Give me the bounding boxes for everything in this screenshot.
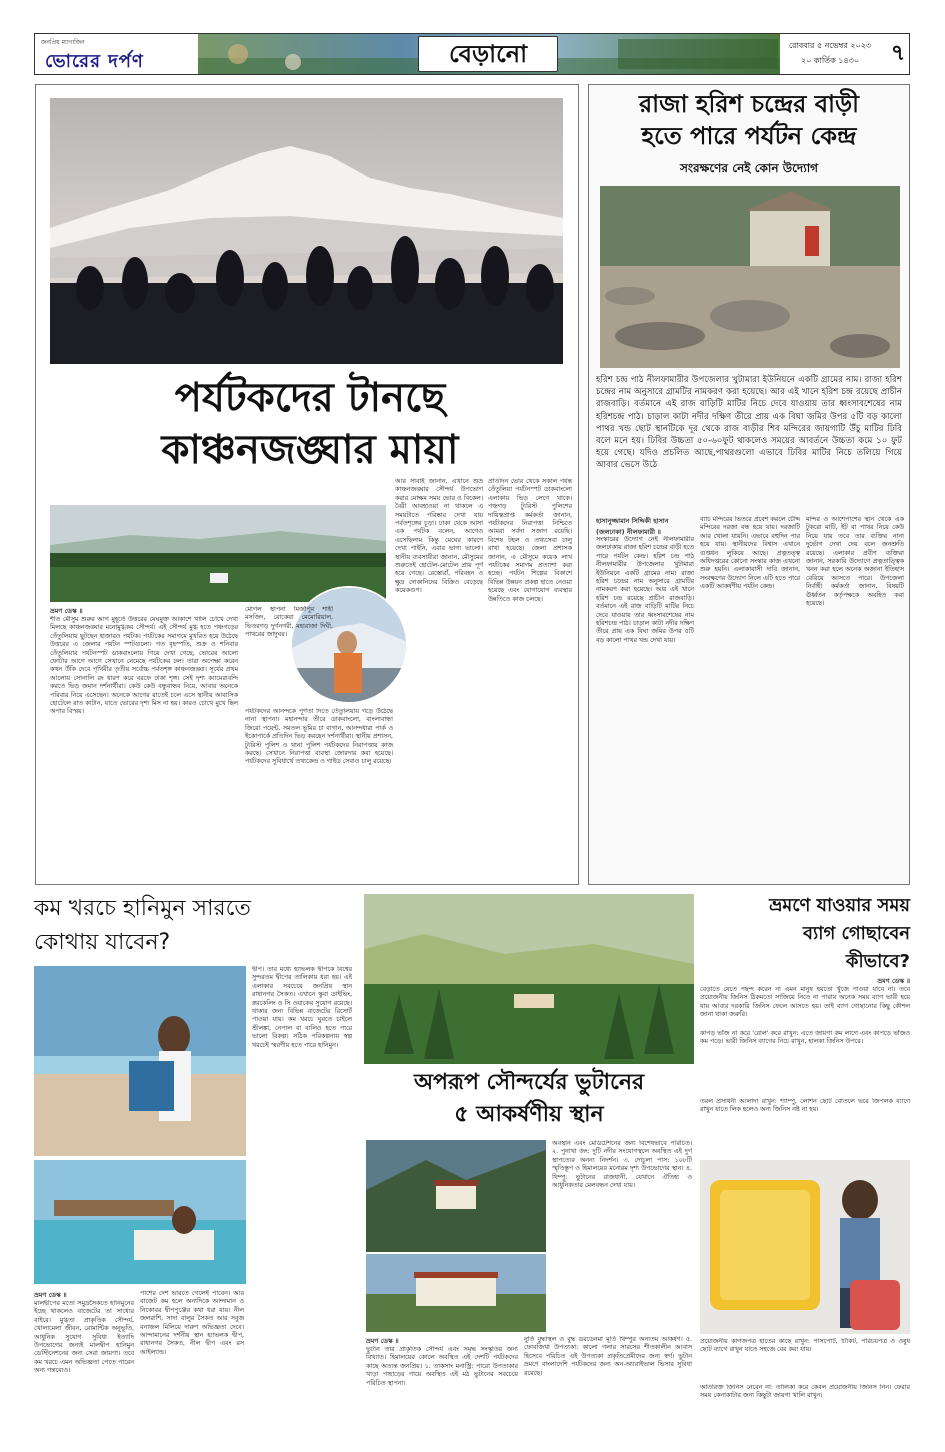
bag-packing-byline: ভ্রমণ ডেস্ক ॥ [877,977,910,985]
kanchenjunga-text-col1: শীত মৌসুম শুরুর আগ মুহূর্তে উত্তরের মেঘমুক্ত আকাশে খালি চোখে দেখা মিলছে কাঞ্চনজঙ্ঘার মনোমুগ্ধকর সৌন্দর্য। এই সৌন্দর্য মুগ্ধ হতে পঞ্চগড়ের তেঁতুলিয়ায় ছুটছেন হাজারও পর্যটক। পর্যটকের সমাগমে মুখরিত হয়ে উঠেছে উত্তরের এ জেলার পর্যটন স্পটগুলো। গত বৃহস্পতি, শুক্র ও শনিবার তেঁতুলিয়ার পর্যটনস্পট ডাকবাংলোয় গিয়ে দেখা গেছে, ভোরের আলো ফোটার আগে আগে সেখানে নেমেছে পর্যটকের ঢল। তারা অপেক্ষা করেন কখন উঁকি দেবে পৃথিবীর তৃতীয় সর্বোচ্চ পর্বতশৃঙ্গ কাঞ্চনজঙ্ঘা। সূর্যের প্রথম আলোয় সোনালি রং ধারণ করে বরফে ঢাকা শৃঙ্গ। সেই দৃশ্য ক্যামেরাবন্দি করতে ভিড় জমান দর্শনার্থীরা। কেউ কেউ বন্ধুবান্ধব নিয়ে, আবার অনেকে পরিবার নিয়ে এসেছেন। অনেকে আগের রাতেই চলে এসে স্থানীয় আবাসিক হোটেলে রাত কাটান, যাতে ভোরের দৃশ্য মিস না হয়। কারও চোখে মুখে ছিল অপার বিস্ময়। [50,616,238,716]
date-bengali: ২০ কার্তিক ১৪৩০ [800,56,860,65]
honeymoon-col3: দ্বীপ। তার মধ্যে হ্যাভলক দ্বীপকে বিশ্বের সুন্দরতম দ্বীপের তালিকায় ধরা হয়। এই এলাকার সবচেয়ে জনপ্রিয় স্থান রাধানগর সৈকত। এখানে স্কুবা ডাইভিং, স্নরকেলিং ও সি ওয়াকের সুযোগ রয়েছে। থাকার জন্য বিভিন্ন বাজেটের রিসোর্ট পাওয়া যায়। কম খরচে ঘুরতে চাইলে শ্রীলঙ্কা, নেপাল বা বালিও হতে পারে ভালো বিকল্প। সঠিক পরিকল্পনায় স্বল্প খরচেই স্মরণীয় হতে পারে হানিমুন। [252,966,352,1049]
headline-line: পর্যটকদের টানছে [174,374,446,421]
masthead [34,33,910,75]
harish-chandra-col3: মন্দির ও আশেপাশের স্থান থেকে এক টুকরো মাটি, ইট বা পাথর নিয়ে কেউ নিয়ে যায় তবে তার ব্যক্তির নানা দুর্ভোগ দেখা দেয় বলে জনশ্রুতি রয়েছে। এলাকার প্রবীণ ব্যক্তিরা জানান, সরকারি উদ্যোগে প্রত্নতাত্ত্বিক খনন করা হলে অনেক অজানা ইতিহাস বেরিয়ে আসতে পারে। উপজেলা নির্বাহী কর্মকর্তা জানান, বিষয়টি ঊর্ধ্বতন কর্তৃপক্ষকে অবহিত করা হয়েছে। [806,516,904,608]
dateline [780,38,880,68]
harish-chandra-headline [594,88,904,152]
bhutan-byline: ভ্রমণ ডেস্ক ॥ [366,1337,399,1345]
headline-line: রাজা হরিশ চন্দ্রের বাড়ী [638,89,860,118]
headline-line: কাঞ্চনজঙ্ঘার মায়া [161,426,459,473]
honeymoon-col1: মালদ্বীপের মতো সমুদ্রসৈকতে হানিমুনের ইচ্ছে থাকলেও বাজেটের তা সাধ্যের বাইরে। মুগ্ধতা প্রাকৃতিক সৌন্দর্য, খোলামেলা জীবন, রোমান্টিক অনুভূতি, আধুনিক সুযোগ সুবিধা ইত্যাদি উপভোগের জন্যই মালদ্বীপ হানিমুন ডেস্টিনেশনের জন্য সেরা জায়গা। তবে কম খরচে এমন অভিজ্ঞতা পেতে পারেন অন্য গন্তব্যেও। [34,1300,134,1375]
bag-packing-photo [700,1160,910,1334]
honeymoon-byline: ভ্রমণ ডেস্ক ॥ [34,1291,67,1299]
honeymoon-headline [34,892,354,960]
kanchenjunga-text-col4: প্রতিদিন ভোর থেকে সকাল পর্যন্ত তেঁতুলিয়া পর্যটনস্পট ডাকবাংলো এলাকায় ভিড় লেগে থাকে। পঞ্চগড় ট্যুরিস্ট পুলিশের দায়িত্বপ্রাপ্ত কর্মকর্তা জানান, পর্যটকদের নিরাপত্তা নিশ্চিতে আমরা সর্বদা সজাগ রয়েছি। বিশেষ টহল ও তথ্যসেবা চালু রাখা হয়েছে। জেলা প্রশাসক জানান, এ মৌসুমে কয়েক লাখ পর্যটকের সমাগম প্রত্যাশা করা হচ্ছে। পর্যটন শিল্পের বিকাশে বিভিন্ন উন্নয়ন প্রকল্প হাতে নেওয়া হয়েছে এবং যোগাযোগ ব্যবস্থার উন্নতিতে কাজ চলছে। [488,478,572,603]
headline-line: হতে পারে পর্যটন কেন্দ্র [641,121,857,150]
date-gregorian: রোববার ৫ নভেম্বর ২০২৩ [788,41,872,50]
kanchenjunga-text-col2: পর্যটকদের আনন্দকে পূর্ণতা দিতে তেঁতুলিয়ায় গড়ে উঠেছে নানা স্থাপনা। মহানন্দার তীরে ডাকবাংলো, বাংলাবান্ধা জিরো পয়েন্ট, সমতল ভূমির চা বাগান, আনন্দধারা পার্ক ও ইকোপার্কে প্রতিদিন ভিড় করছেন দর্শনার্থীরা। স্থানীয় প্রশাসন, ট্যুরিস্ট পুলিশ ও থানা পুলিশ পর্যটকদের নিরাপত্তায় কাজ করছে। সেখানে নিরাপত্তা ব্যবস্থা জোরদার করা হয়েছে। পর্যটকদের সুবিধার্থে তথ্যকেন্দ্র ও গাইড সেবাও চালু রয়েছে। [245,708,393,766]
brand-name: ভোরের দর্পণ [45,51,144,72]
harish-chandra-col1: সংস্কারের উদ্যোগ নেই নীলফামারীর জলঢাকায় রাজা হরিশ চন্দ্রের বাড়ী হতে পারে পর্যটন কেন্দ্র। হরিশ চন্দ্র পাঠ নীলফামারীর উপজেলার খুটামারা ইউনিয়নে একটি গ্রামের নাম। রাজা হরিশ চন্দ্রের নাম অনুসারে গ্রামটির নামকরণ করা হয়েছে। আর এই খানে হরিশ চন্দ্র রয়েছে প্রাচীন রাজবাড়ি। বর্তমানে এই রাজ বাড়িটি মাটির নিচে দেবে যাওয়ায় তার ধ্বংসাবশেষের নাম হরিশচন্দ্র পাঠ। চাড়াল কাটা নদীর দক্ষিণ তীরে প্রায় এক বিঘা জমির উপর ৫টি বড় কালো পাথর খন্ড দেখা যায়। [596,536,694,644]
kanchenjunga-photo [50,98,563,364]
honeymoon-col2: পাশের দেশ ভারতে গেলেই পাবেন। আর বাজেট কম হলে অন্যদিকে আন্দামান ও নিকোবর দ্বীপপুঞ্জের কথা ধরা যায়। নীল জলরাশি, সাদা বালুর সৈকত আর সবুজ বনাঞ্চল মিলিয়ে দারুণ অভিজ্ঞতা দেবে। আন্দামানের দর্শনীয় স্থান হ্যাভলক দ্বীপ, রাধানগর সৈকত, নীল দ্বীপ এবং রস আইল্যান্ড। [140,1290,244,1356]
kanchenjunga-headline [60,372,560,476]
harish-chandra-byline: হাসানুজ্জামান সিদ্দিকী হাসান (জলঢাকা) নীলফামারী ॥ [596,517,669,536]
headline-line: কীভাবে? [845,951,910,972]
headline-line: ৫ আকর্ষণীয় স্থান [454,1101,604,1127]
kanchenjunga-text-col3: আর সাবাই জানান, এখানে শুভ্র কাঞ্চনজঙ্ঘার সৌন্দর্য উপভোগ করার মোক্ষম সময় ভোর ও বিকেল। বৈরী আবহাওয়া না থাকলে এ সময়টাতে পরিষ্কার দেখা যায় পর্বতশৃঙ্গের চূড়া। ঢাকা থেকে আসা এক পর্যটক বলেন, আগেও এসেছিলাম কিন্তু মেঘের কারণে দেখা পাইনি, এবার ভাগ্য ভালো। স্থানীয় ব্যবসায়ীরা জানান, মৌসুমের শুরুতেই হোটেল-মোটেল প্রায় পূর্ণ হয়ে গেছে। রেস্তোরাঁ, পরিবহন ও ক্ষুদ্র দোকানিদের বিক্রিও বেড়েছে কয়েকগুণ। [395,478,483,595]
harish-chandra-lead: হরিশ চন্দ্র পাঠ নীলফামারীর উপজেলার খুটামারা ইউনিয়নে একটি গ্রামের নাম। রাজা হরিশ চন্দ্রের নাম অনুসারে গ্রামটির নামকরণ করা হয়েছে। আর এই খানে হরিশ চন্দ্র রয়েছে প্রাচীন রাজবাড়ি। বর্তমানে এই রাজ বাড়িটি মাটির নিচে দেবে যাওয়ায় তার ধ্বংসাবশেষের নাম হরিশচন্দ্র পাঠ। চাড়াল কাটা নদীর দক্ষিণ তীরে প্রায় এক বিঘা জমির উপর ৫টি বড় কালো পাথর খন্ড ছোট স্থানটিকে দূর থেকে রাজ বাড়ীর শিব মন্দিরের জায়গাটি উঁচু মাটির ঢিবি বলে মনে হয়। ঢিবির উচ্চতা ৫০-৬০ফুট থাকলেও সময়ের আবর্তনে উচ্চতা কমে ১০ ফুট হয়ে গেছে। যদিও প্রচলিত আছে,পাথরগুলো এভাবে ঢিবির মাটির নিচে তলিয়ে গিয়ে আবার ভেসে উঠে [596,375,902,471]
bag-packing-tip2: তরল প্রসাধনী আলাদা রাখুন: শ্যাম্পু, লোশন ছোট বোতলে ভরে জিপলক ব্যাগে রাখুন যাতে লিক হলেও অন্য জিনিস নষ্ট না হয়। [700,1098,910,1114]
bhutan-photo-valley [364,894,694,1064]
banner-photo [198,34,780,74]
section-title: বেড়ানো [418,36,558,72]
bag-packing-tip1: কাপড় ভাঁজ না করে 'রোল' করে রাখুন: এতে জায়গা কম লাগে এবং কাপড়ে ভাঁজও কম পড়ে। ভারী জিনিস ব্যাগের নিচে রাখুন, হালকা জিনিস উপরে। [700,1030,910,1046]
headline-line: অপরূপ সৌন্দর্যের ভুটানের [413,1069,645,1095]
page-number: ৭ [890,41,906,66]
bhutan-photo-monastery [366,1140,546,1252]
headline-line: ব্যাগ গোছাবেন [803,923,910,944]
honeymoon-photo-villa [34,1160,246,1284]
headline-line: ভ্রমণে যাওয়ার সময় [769,895,910,916]
bag-packing-tip3: প্রয়োজনীয় কাগজপত্র হাতের কাছে রাখুন: পাসপোর্ট, টিকিট, পরিচয়পত্র ও ওষুধ ছোট ব্যাগে রাখুন যাতে সহজে বের করা যায়। [700,1338,910,1354]
harish-chandra-subhead: সংরক্ষণের নেই কোন উদ্যোগ [679,161,819,175]
bag-packing-intro: বেড়াতে যেতে পছন্দ করেন না এমন মানুষ হয়তো খুঁজে পাওয়া যাবে না। তবে প্রয়োজনীয় জিনিস ঠিকমতো সাজিয়ে নিতে না পারায় অনেক সময় ব্যাগ ভারী হয়ে যায় আবার দরকারি জিনিস ফেলে আসতে হয়। তাই ব্যাগ গোছানোর কিছু কৌশল জানা থাকা জরুরি। [700,986,910,1019]
honeymoon-photo-beach [34,966,246,1156]
bhutan-headline [364,1066,694,1130]
harish-chandra-col2: ব্যাচ মন্দিরের ভিতরে প্রবেশ করলে চৌদ্দ মন্দিরের দরজা বন্ধ হয়ে যায়। দরজাটি আর খোলা যায়নি। এভাবে বহুদিন পার হয়ে যায়। স্থানীয়দের বিশ্বাস এখানে গুপ্তধন লুকিয়ে আছে। প্রত্নতত্ত্ব অধিদপ্তরের কোনো সংস্কার কাজ এখনো শুরু হয়নি। এলাকাবাসী দাবি জানান, সংরক্ষণের উদ্যোগ নিলে এটি হতে পারে একটি আকর্ষণীয় পর্যটন কেন্দ্র। [700,516,800,591]
newspaper-logo [35,34,198,74]
bhutan-photo-dzong [366,1254,546,1332]
bag-packing-headline [700,892,910,976]
bhutan-col1: ভুটান তার প্রাকৃতিক সৌন্দর্য এবং সমৃদ্ধ সংস্কৃতির জন্য বিখ্যাত। হিমালয়ের কোলে অবস্থিত এই দেশটি পর্যটকদের কাছে অত্যন্ত জনপ্রিয়। ১. তাকসাং মনাস্ট্রি: পারো উপত্যকার খাড়া পাহাড়ের গায়ে অবস্থিত এই মঠ ভুটানের সবচেয়ে পরিচিত স্থাপনা। [366,1346,518,1387]
bhutan-col3: নুর্তি বুদ্ধাস্থল ও বুদ্ধ ডরডেনমা মূর্তি থিম্পুর অন্যতম আকর্ষণ। ৫. ফোবজিখা উপত্যকা: কালো গলার সারসের শীতকালীন আবাস হিসেবে পরিচিত এই উপত্যকা প্রকৃতিপ্রেমীদের জন্য স্বর্গ। ভুটান ভ্রমণে বাংলাদেশি পর্যটকদের জন্য অন-অ্যারাইভাল ভিসার সুবিধা রয়েছে। [524,1336,692,1377]
kanchenjunga-text-col2-head: মোগল স্থাপনা মির্জাপুর শাহী মসজিদ, রোকেয়া মেমোরিয়াল, ভিতরগড় দুর্গনগরী, মহারাজা দিঘী, পাথরের জাদুঘর। [245,606,333,639]
brand-tagline: জনপ্রিয় ম্যাগাজিন [41,39,85,46]
bhutan-col2: অবস্থান এবং মেডিটেশনের জন্য বিশেষভাবে পরিচিত। ২. পুনাখা জং: দুটি নদীর সংযোগস্থলে অবস্থিত এই দুর্গ স্থাপত্যের অনন্য নিদর্শন। ৩. দোচুলা পাস: ১০৮টি স্মৃতিস্তূপ ও হিমালয়ের মনোরম দৃশ্য উপভোগের স্থান। ৪. থিম্পু: ভুটানের রাজধানী, যেখানে ঐতিহ্য ও আধুনিকতার মেলবন্ধন দেখা যায়। [552,1140,692,1190]
bag-packing-tip4: অতিরিক্ত জিনিস নেবেন না: তালিকা করে কেবল প্রয়োজনীয় জিনিস নিন। ফেরার সময় কেনাকাটার জন্য কিছুটা জায়গা খালি রাখুন। [700,1384,910,1400]
headline-line: কম খরচে হানিমুন সারতে [34,896,251,921]
harish-chandra-photo [600,186,900,368]
kanchenjunga-byline: ভ্রমণ ডেস্ক ॥ [50,607,83,615]
headline-line: কোথায় যাবেন? [34,930,171,955]
